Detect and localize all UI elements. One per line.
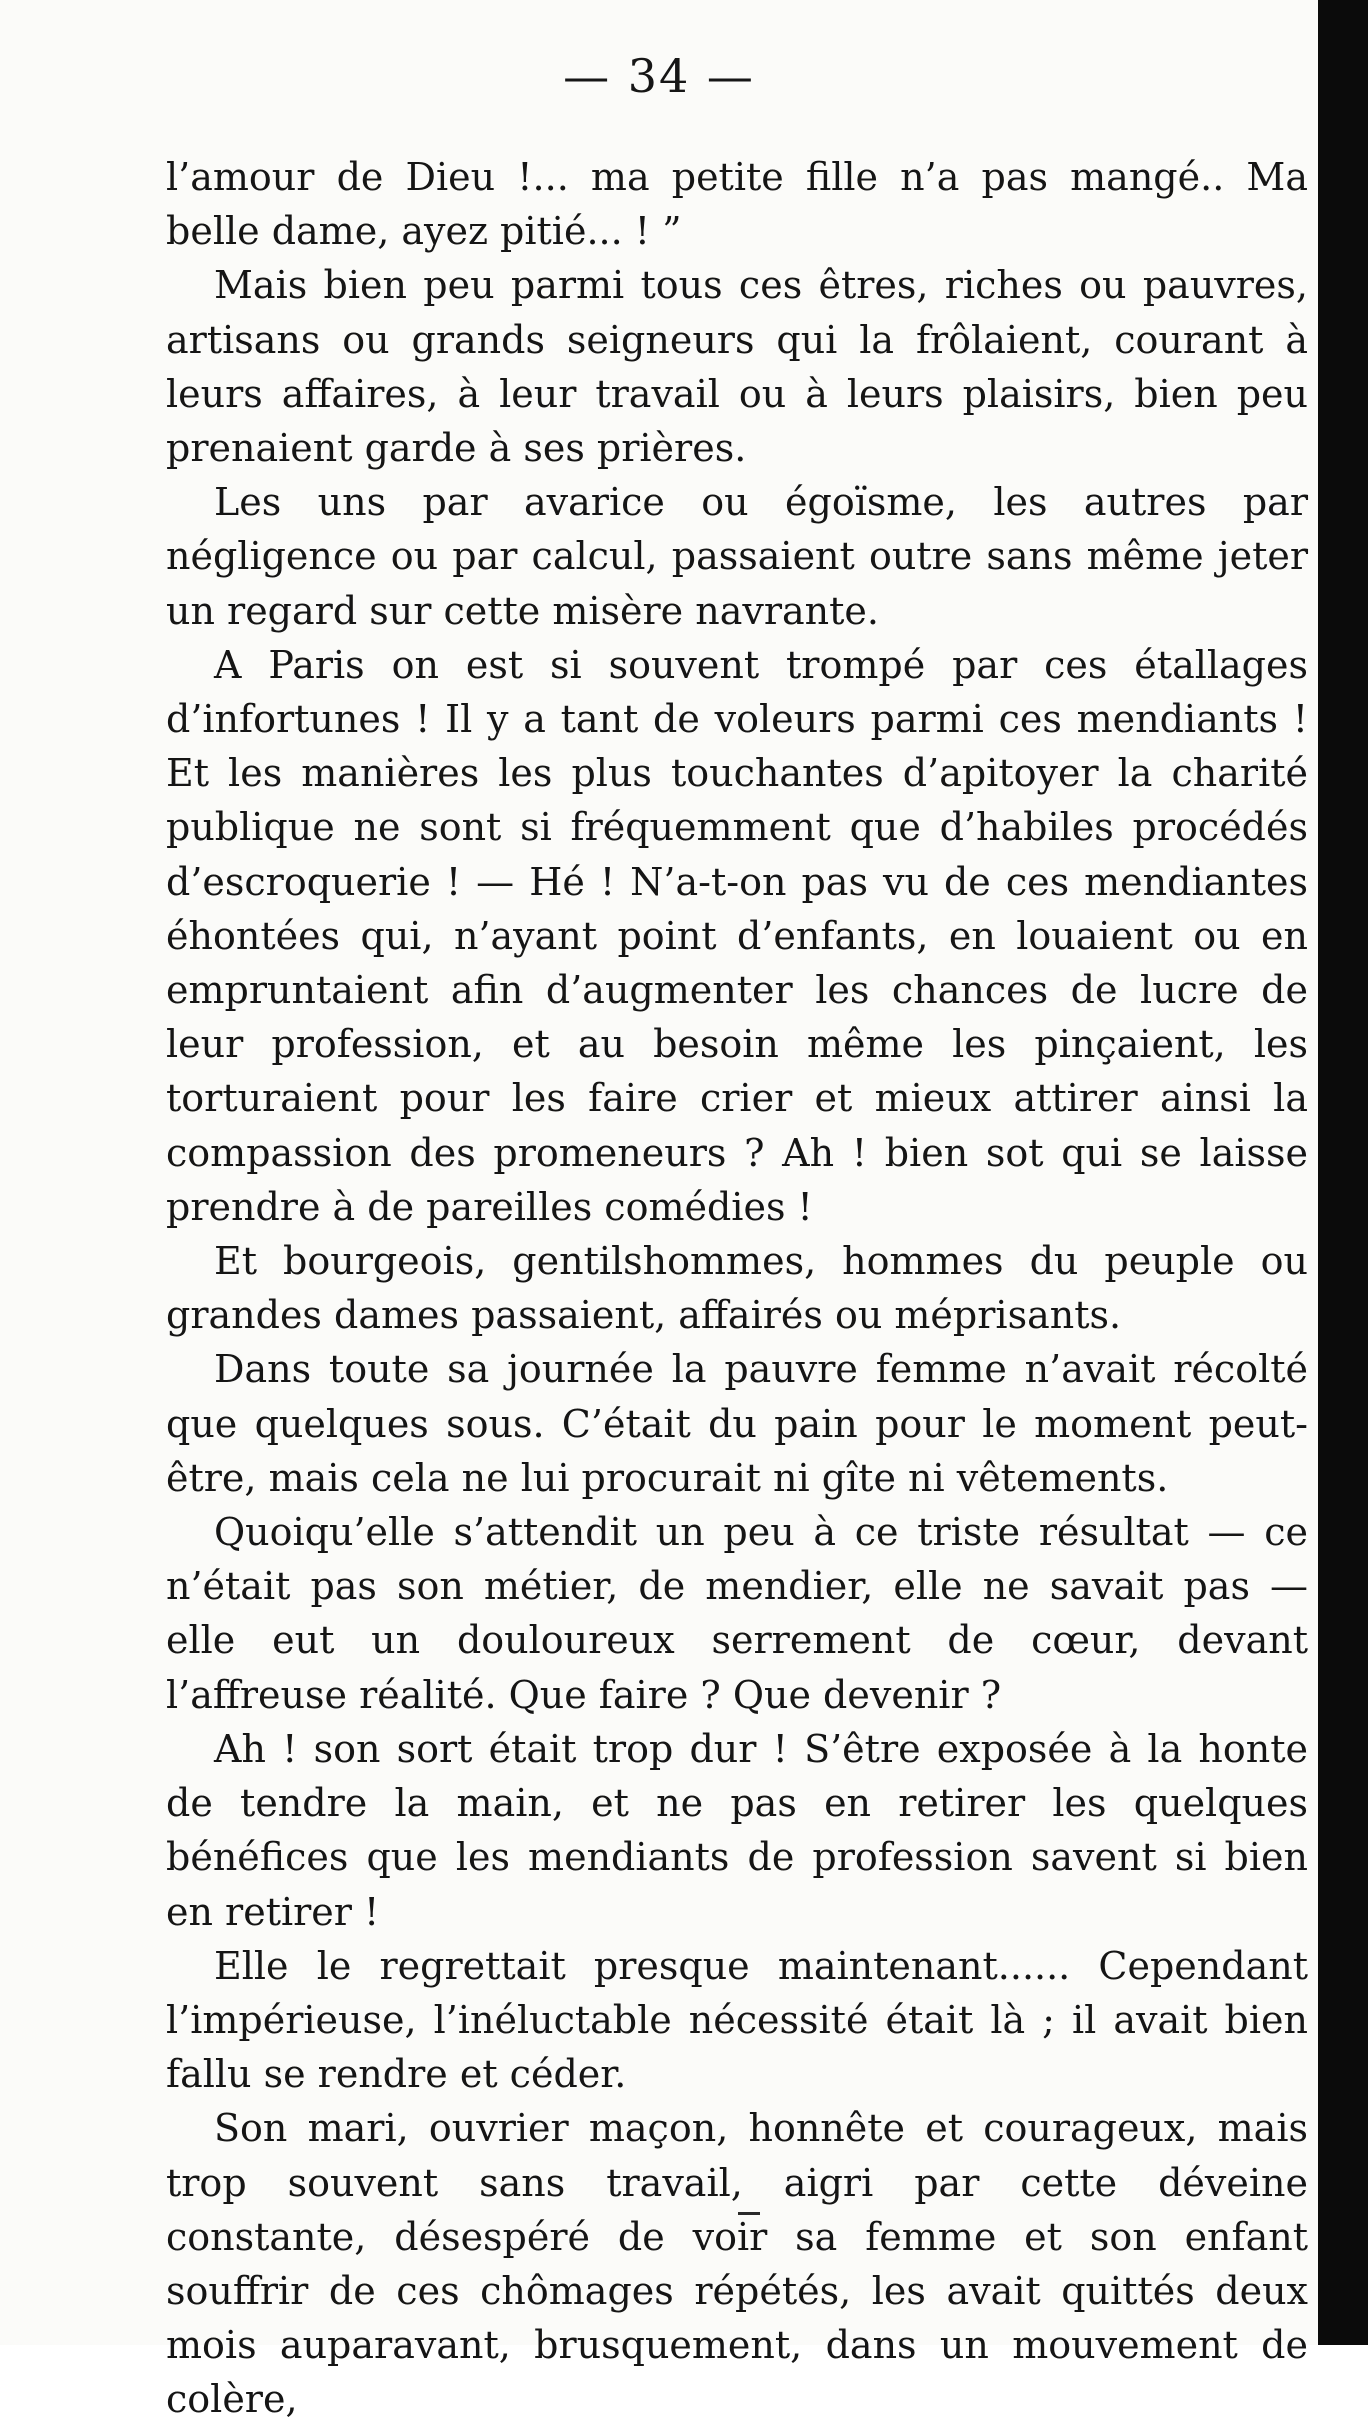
paragraph-1: l’amour de Dieu !... ma petite fille n’a pas mangé.. Ma belle dame, ayez pitié... ! ” — [166, 155, 1308, 254]
body-text — [166, 150, 1308, 2427]
paragraph-7: Quoiqu’elle s’attendit un peu à ce triste résultat — ce n’était pas son métier, de mendier, elle ne savait pas — elle eut un douloureux serrement de cœur, devant l’affreuse réalité. Que faire ? Que devenir ? — [166, 1510, 1308, 1717]
paragraph-9: Elle le regrettait presque maintenant...... Cependant l’impérieuse, l’inéluctable nécessité était là ; il avait bien fallu se rendre et céder. — [166, 1943, 1308, 2097]
paragraph-10: Son mari, ouvrier maçon, honnête et courageux, mais trop souvent sans travail, aigri par cette déveine constante, désespéré de voir sa femme et son enfant souffrir de ces chômages répétés, les avait quittés deux mois auparavant, brusquement, dans un mouvement de colère, — [166, 2106, 1308, 2422]
page-number: — 34 — — [563, 49, 755, 103]
paragraph-5: Et bourgeois, gentilshommes, hommes du peuple ou grandes dames passaient, affairés ou méprisants. — [166, 1239, 1308, 1338]
stray-ink-mark — [738, 2212, 760, 2215]
paragraph-6: Dans toute sa journée la pauvre femme n’avait récolté que quelques sous. C’était du pain pour le moment peut-être, mais cela ne lui procurait ni gîte ni vêtements. — [166, 1347, 1308, 1500]
scan-binding-edge — [1318, 0, 1368, 2345]
paragraph-8: Ah ! son sort était trop dur ! S’être exposée à la honte de tendre la main, et ne pas en retirer les quelques bénéfices que les mendiants de profession savent si bien en retirer ! — [166, 1726, 1308, 1934]
paragraph-2: Mais bien peu parmi tous ces êtres, riches ou pauvres, artisans ou grands seigneurs qui la frôlaient, courant à leurs affaires, à leur travail ou à leurs plaisirs, bien peu prenaient garde à ses prières. — [166, 263, 1308, 471]
paragraph-4: A Paris on est si souvent trompé par ces étallages d’infortunes ! Il y a tant de voleurs parmi ces mendiants ! Et les manières les plus touchantes d’apitoyer la charité publique ne sont si fréquemment que d’habiles procédés d’escroquerie ! — Hé ! N’a-t-on pas vu de ces mendiantes éhontées qui, n’ayant point d’enfants, en louaient ou en empruntaient afin d’augmenter les chances de lucre de leur profession, et au besoin même les pinçaient, les torturaient pour les faire crier et mieux attirer ainsi la compassion des promeneurs ? Ah ! bien sot qui se laisse prendre à de pareilles comédies ! — [166, 642, 1308, 1229]
paragraph-3: Les uns par avarice ou égoïsme, les autres par négligence ou par calcul, passaient outre sans même jeter un regard sur cette misère navrante. — [166, 480, 1308, 633]
